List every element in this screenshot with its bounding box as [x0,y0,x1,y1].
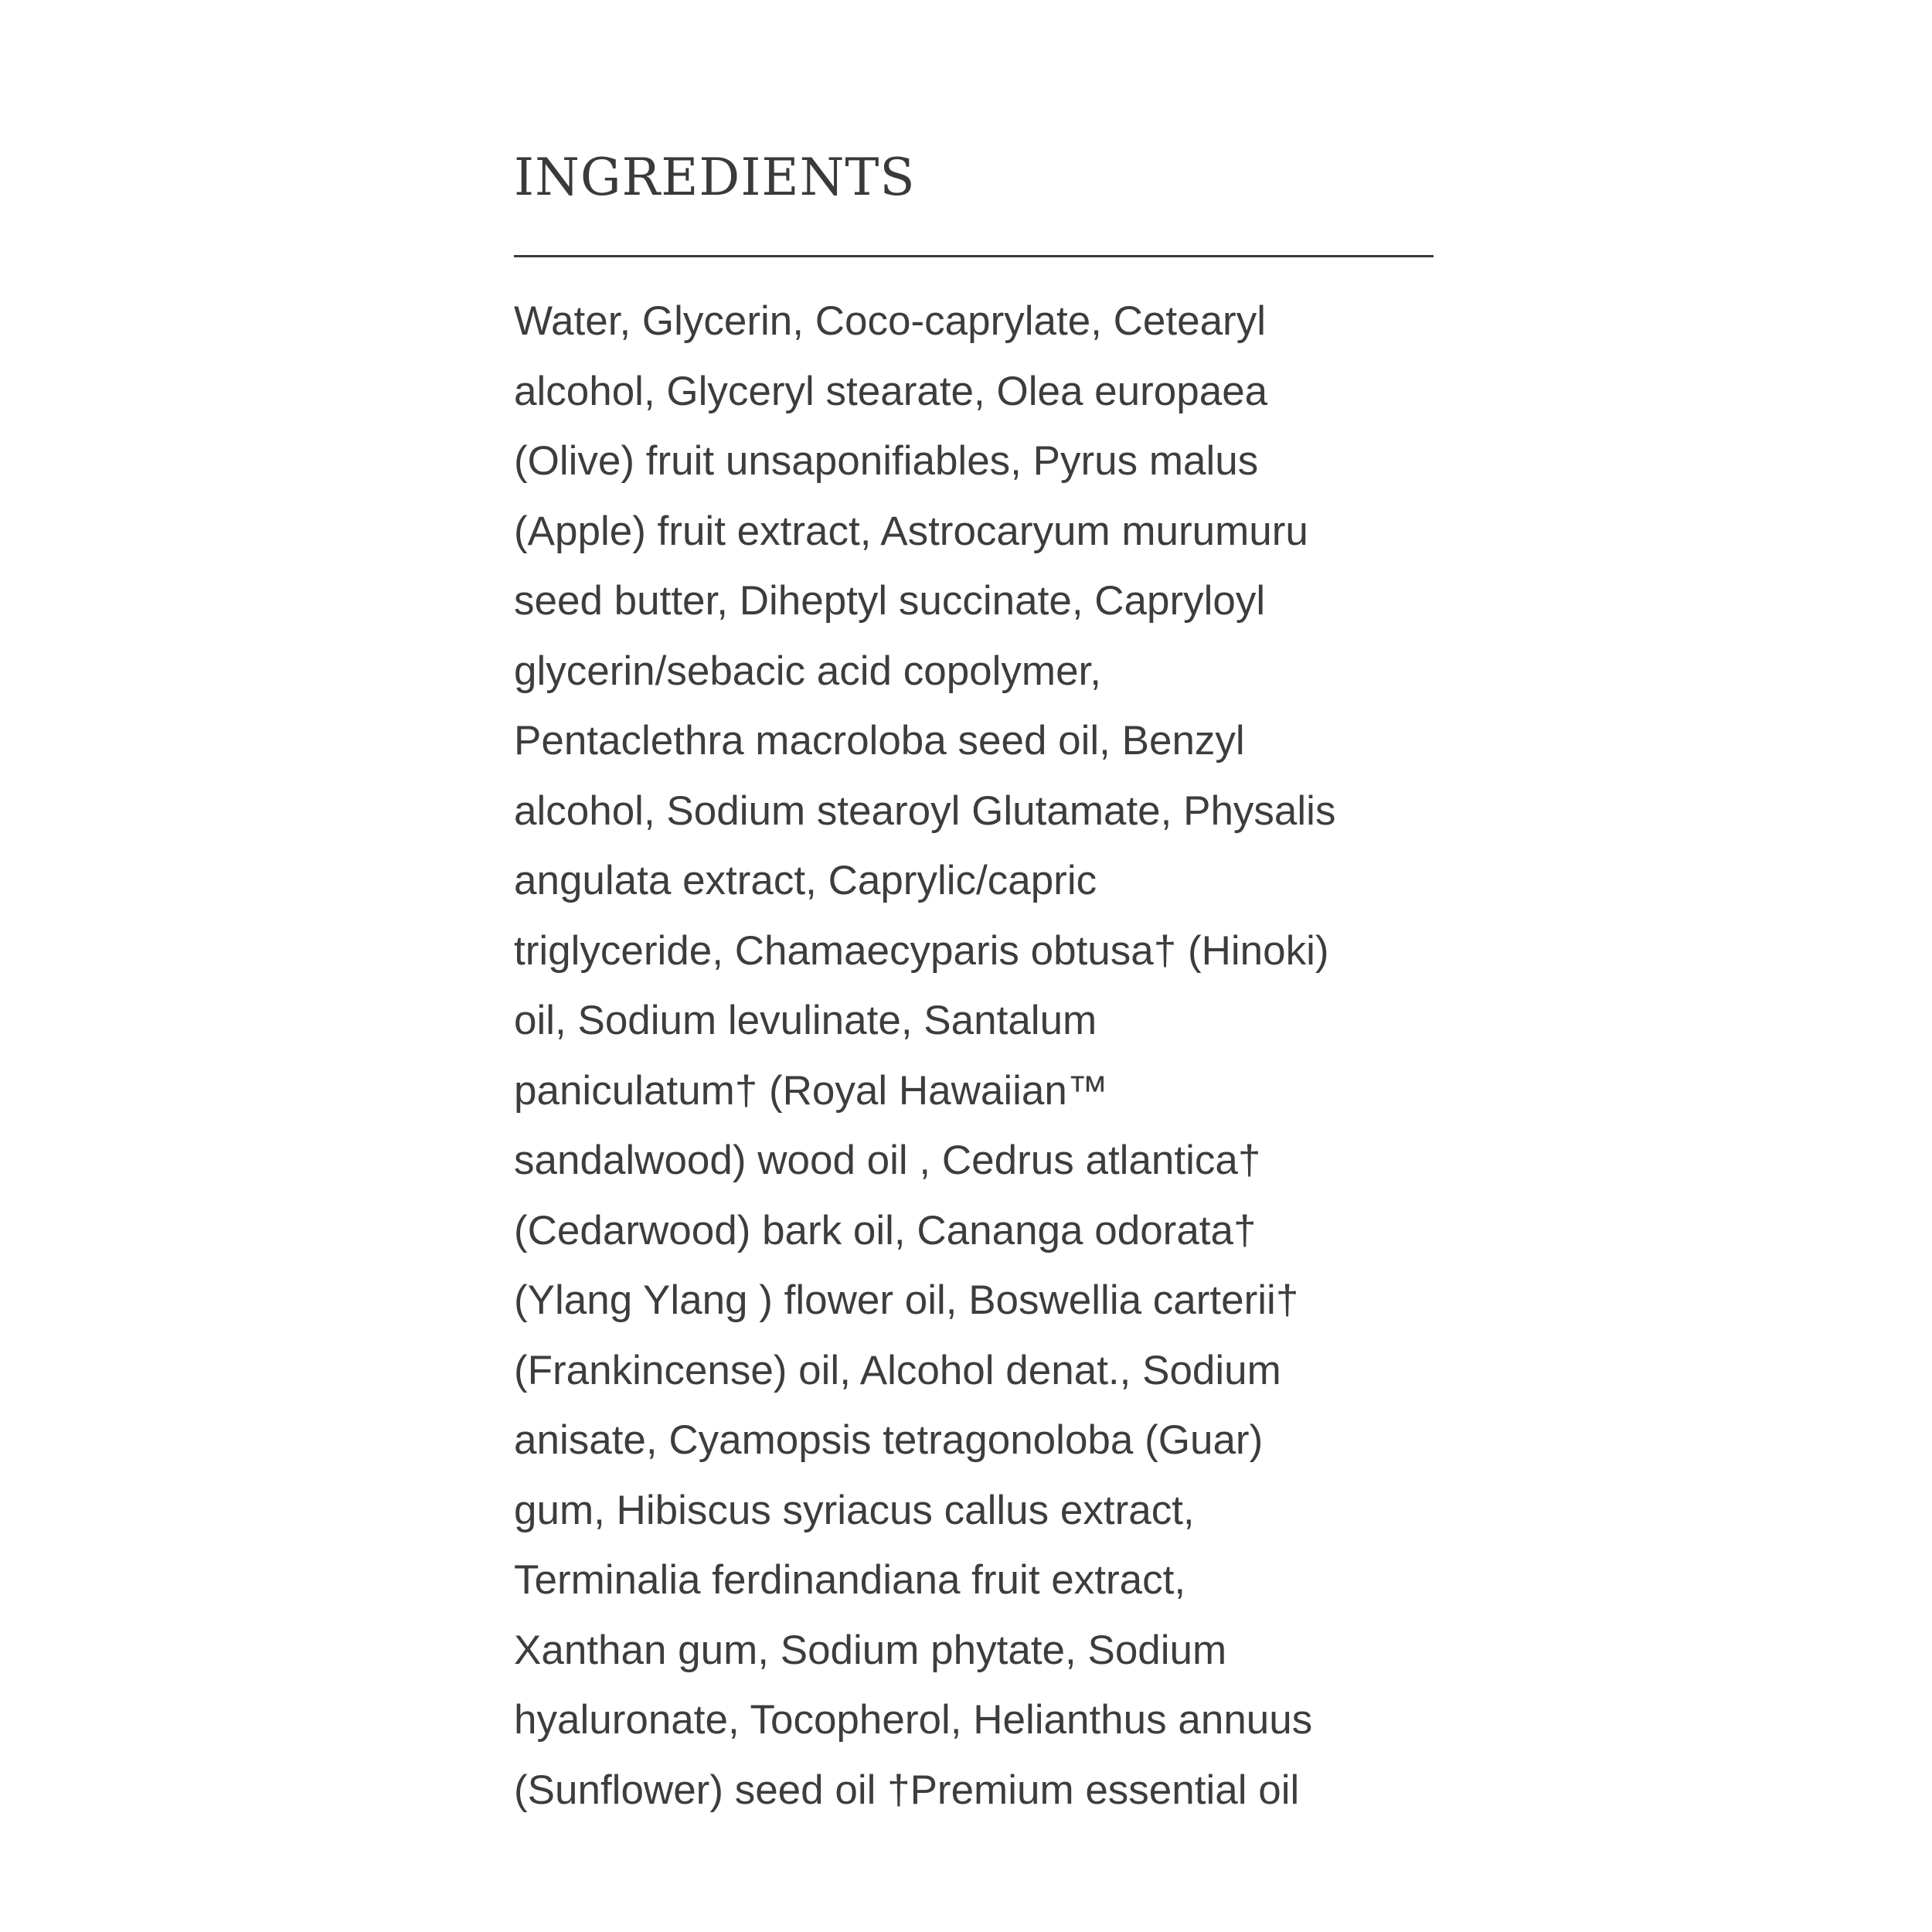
ingredients-line: Water, Glycerin, Coco-caprylate, Cetearyl [514,298,1266,344]
ingredients-line: (Apple) fruit extract, Astrocaryum murumuru [514,508,1308,554]
ingredients-line: triglyceride, Chamaecyparis obtusa† (Hinoki) [514,927,1329,974]
ingredients-line: (Ylang Ylang ) flower oil, Boswellia carterii† [514,1277,1299,1323]
ingredients-line: Pentaclethra macroloba seed oil, Benzyl [514,718,1245,764]
ingredients-line: alcohol, Glyceryl stearate, Olea europaea [514,368,1268,414]
ingredients-line: (Frankincense) oil, Alcohol denat., Sodium [514,1347,1281,1393]
ingredients-panel [514,147,1434,1825]
ingredients-line: seed butter, Diheptyl succinate, Capryloyl [514,578,1266,624]
ingredients-line: glycerin/sebacic acid copolymer, [514,648,1102,694]
ingredients-line: paniculatum† (Royal Hawaiian™ [514,1067,1108,1114]
ingredients-line: (Sunflower) seed oil †Premium essential oil [514,1767,1300,1813]
ingredients-line: Xanthan gum, Sodium phytate, Sodium [514,1627,1227,1673]
ingredients-line: hyaluronate, Tocopherol, Helianthus annuus [514,1697,1313,1743]
ingredients-line: anisate, Cyamopsis tetragonoloba (Guar) [514,1417,1264,1463]
ingredients-line: (Olive) fruit unsaponifiables, Pyrus malus [514,438,1259,484]
ingredients-list [514,287,1434,1825]
ingredients-line: alcohol, Sodium stearoyl Glutamate, Physalis [514,787,1336,834]
ingredients-line: gum, Hibiscus syriacus callus extract, [514,1487,1195,1533]
ingredients-heading: INGREDIENTS [514,148,916,207]
ingredients-line: angulata extract, Caprylic/capric [514,858,1097,903]
ingredients-line: (Cedarwood) bark oil, Cananga odorata† [514,1207,1257,1253]
heading-divider [514,255,1434,257]
ingredients-line: Terminalia ferdinandiana fruit extract, [514,1557,1186,1603]
ingredients-line: oil, Sodium levulinate, Santalum [514,998,1097,1043]
ingredients-line: sandalwood) wood oil , Cedrus atlantica† [514,1138,1261,1183]
